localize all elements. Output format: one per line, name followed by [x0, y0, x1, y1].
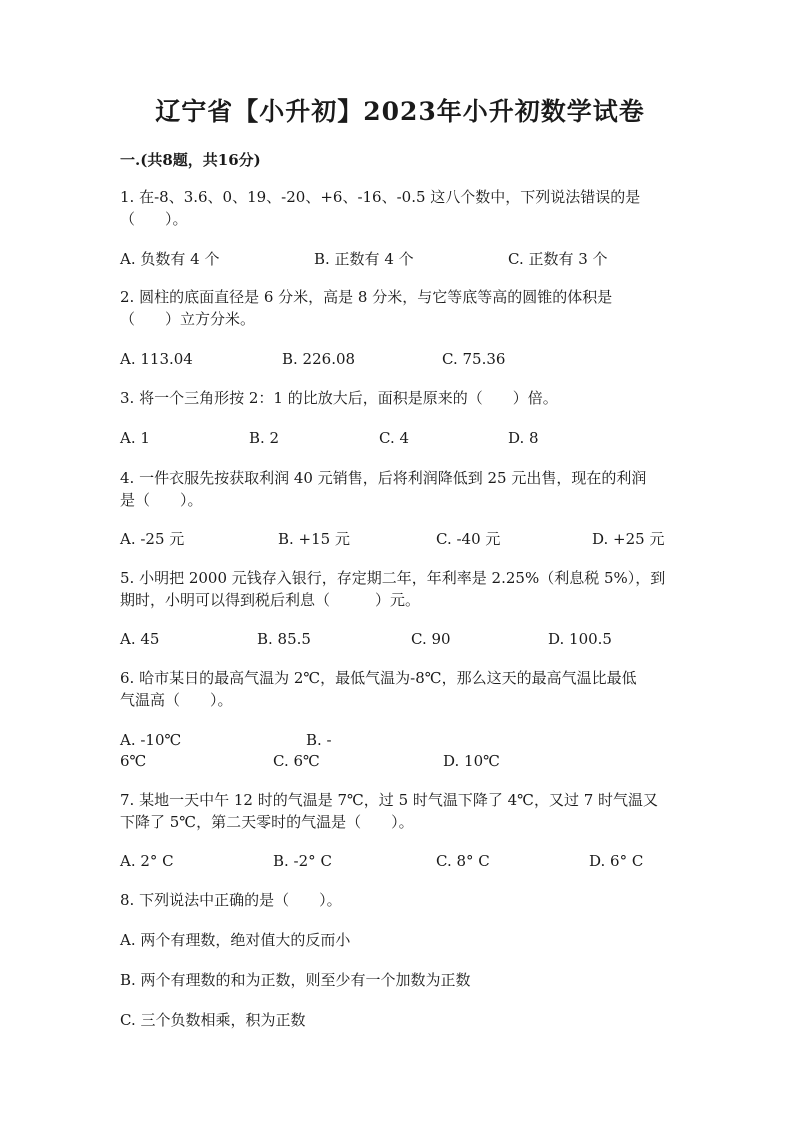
- question-4-line-2: 是（ ）。: [120, 491, 203, 509]
- question-5-option-b: B. 85.5: [257, 630, 311, 648]
- question-7-option-c: C. 8° C: [436, 852, 490, 870]
- question-6-option-c: C. 6℃: [273, 752, 320, 770]
- question-2-option-c: C. 75.36: [442, 350, 506, 368]
- question-1-line-1: 1. 在-8、3.6、0、19、-20、+6、-16、-0.5 这八个数中，下列说法错误的是: [120, 188, 641, 206]
- question-8-option-a: A. 两个有理数，绝对值大的反而小: [120, 931, 351, 949]
- question-1-option-b: B. 正数有 4 个: [314, 250, 414, 268]
- question-7-option-b: B. -2° C: [273, 852, 332, 870]
- question-1-line-2: （ ）。: [120, 210, 188, 228]
- question-2-line-2: （ ）立方分米。: [120, 310, 256, 328]
- question-6-option-b: B. -: [306, 731, 332, 749]
- question-6-option-d: D. 10℃: [443, 752, 500, 770]
- question-7-line-1: 7. 某地一天中午 12 时的气温是 7℃，过 5 时气温下降了 4℃，又过 7 时气温又: [120, 791, 659, 809]
- question-8-option-b: B. 两个有理数的和为正数，则至少有一个加数为正数: [120, 971, 471, 989]
- question-5-line-2: 期时，小明可以得到税后利息（ ）元。: [120, 591, 421, 609]
- question-6-option-a: A. -10℃: [120, 731, 182, 749]
- question-4-option-c: C. -40 元: [436, 530, 501, 548]
- question-5-line-1: 5. 小明把 2000 元钱存入银行，存定期二年，年利率是 2.25%（利息税 5%），到: [120, 569, 666, 587]
- question-8-line-1: 8. 下列说法中正确的是（ ）。: [120, 891, 342, 909]
- section-heading: 一.(共8题，共16分): [120, 151, 261, 169]
- question-4-option-b: B. +15 元: [278, 530, 350, 548]
- page-title: 辽宁省【小升初】2023年小升初数学试卷: [155, 97, 645, 126]
- question-2-option-a: A. 113.04: [120, 350, 193, 368]
- question-5-option-c: C. 90: [411, 630, 451, 648]
- question-3-option-b: B. 2: [249, 429, 280, 447]
- question-3-option-d: D. 8: [508, 429, 539, 447]
- question-5-option-d: D. 100.5: [548, 630, 612, 648]
- question-6-line-1: 6. 哈市某日的最高气温为 2℃，最低气温为-8℃，那么这天的最高气温比最低: [120, 669, 637, 687]
- question-5-option-a: A. 45: [120, 630, 160, 648]
- question-1-option-a: A. 负数有 4 个: [120, 250, 220, 268]
- question-6-option-b-wrap: 6℃: [120, 752, 147, 770]
- question-4-option-d: D. +25 元: [592, 530, 665, 548]
- question-6-line-2: 气温高（ ）。: [120, 691, 233, 709]
- question-3-option-c: C. 4: [379, 429, 410, 447]
- question-2-line-1: 2. 圆柱的底面直径是 6 分米，高是 8 分米，与它等底等高的圆锥的体积是: [120, 288, 613, 306]
- question-2-option-b: B. 226.08: [282, 350, 356, 368]
- question-7-option-d: D. 6° C: [589, 852, 644, 870]
- question-1-option-c: C. 正数有 3 个: [508, 250, 608, 268]
- question-3-line-1: 3. 将一个三角形按 2：1 的比放大后，面积是原来的（ ）倍。: [120, 389, 558, 407]
- question-8-option-c: C. 三个负数相乘，积为正数: [120, 1011, 306, 1029]
- question-4-option-a: A. -25 元: [120, 530, 185, 548]
- question-3-option-a: A. 1: [120, 429, 150, 447]
- question-7-line-2: 下降了 5℃，第二天零时的气温是（ ）。: [120, 813, 414, 831]
- question-4-line-1: 4. 一件衣服先按获取利润 40 元销售，后将利润降低到 25 元出售，现在的利润: [120, 469, 647, 487]
- question-7-option-a: A. 2° C: [120, 852, 174, 870]
